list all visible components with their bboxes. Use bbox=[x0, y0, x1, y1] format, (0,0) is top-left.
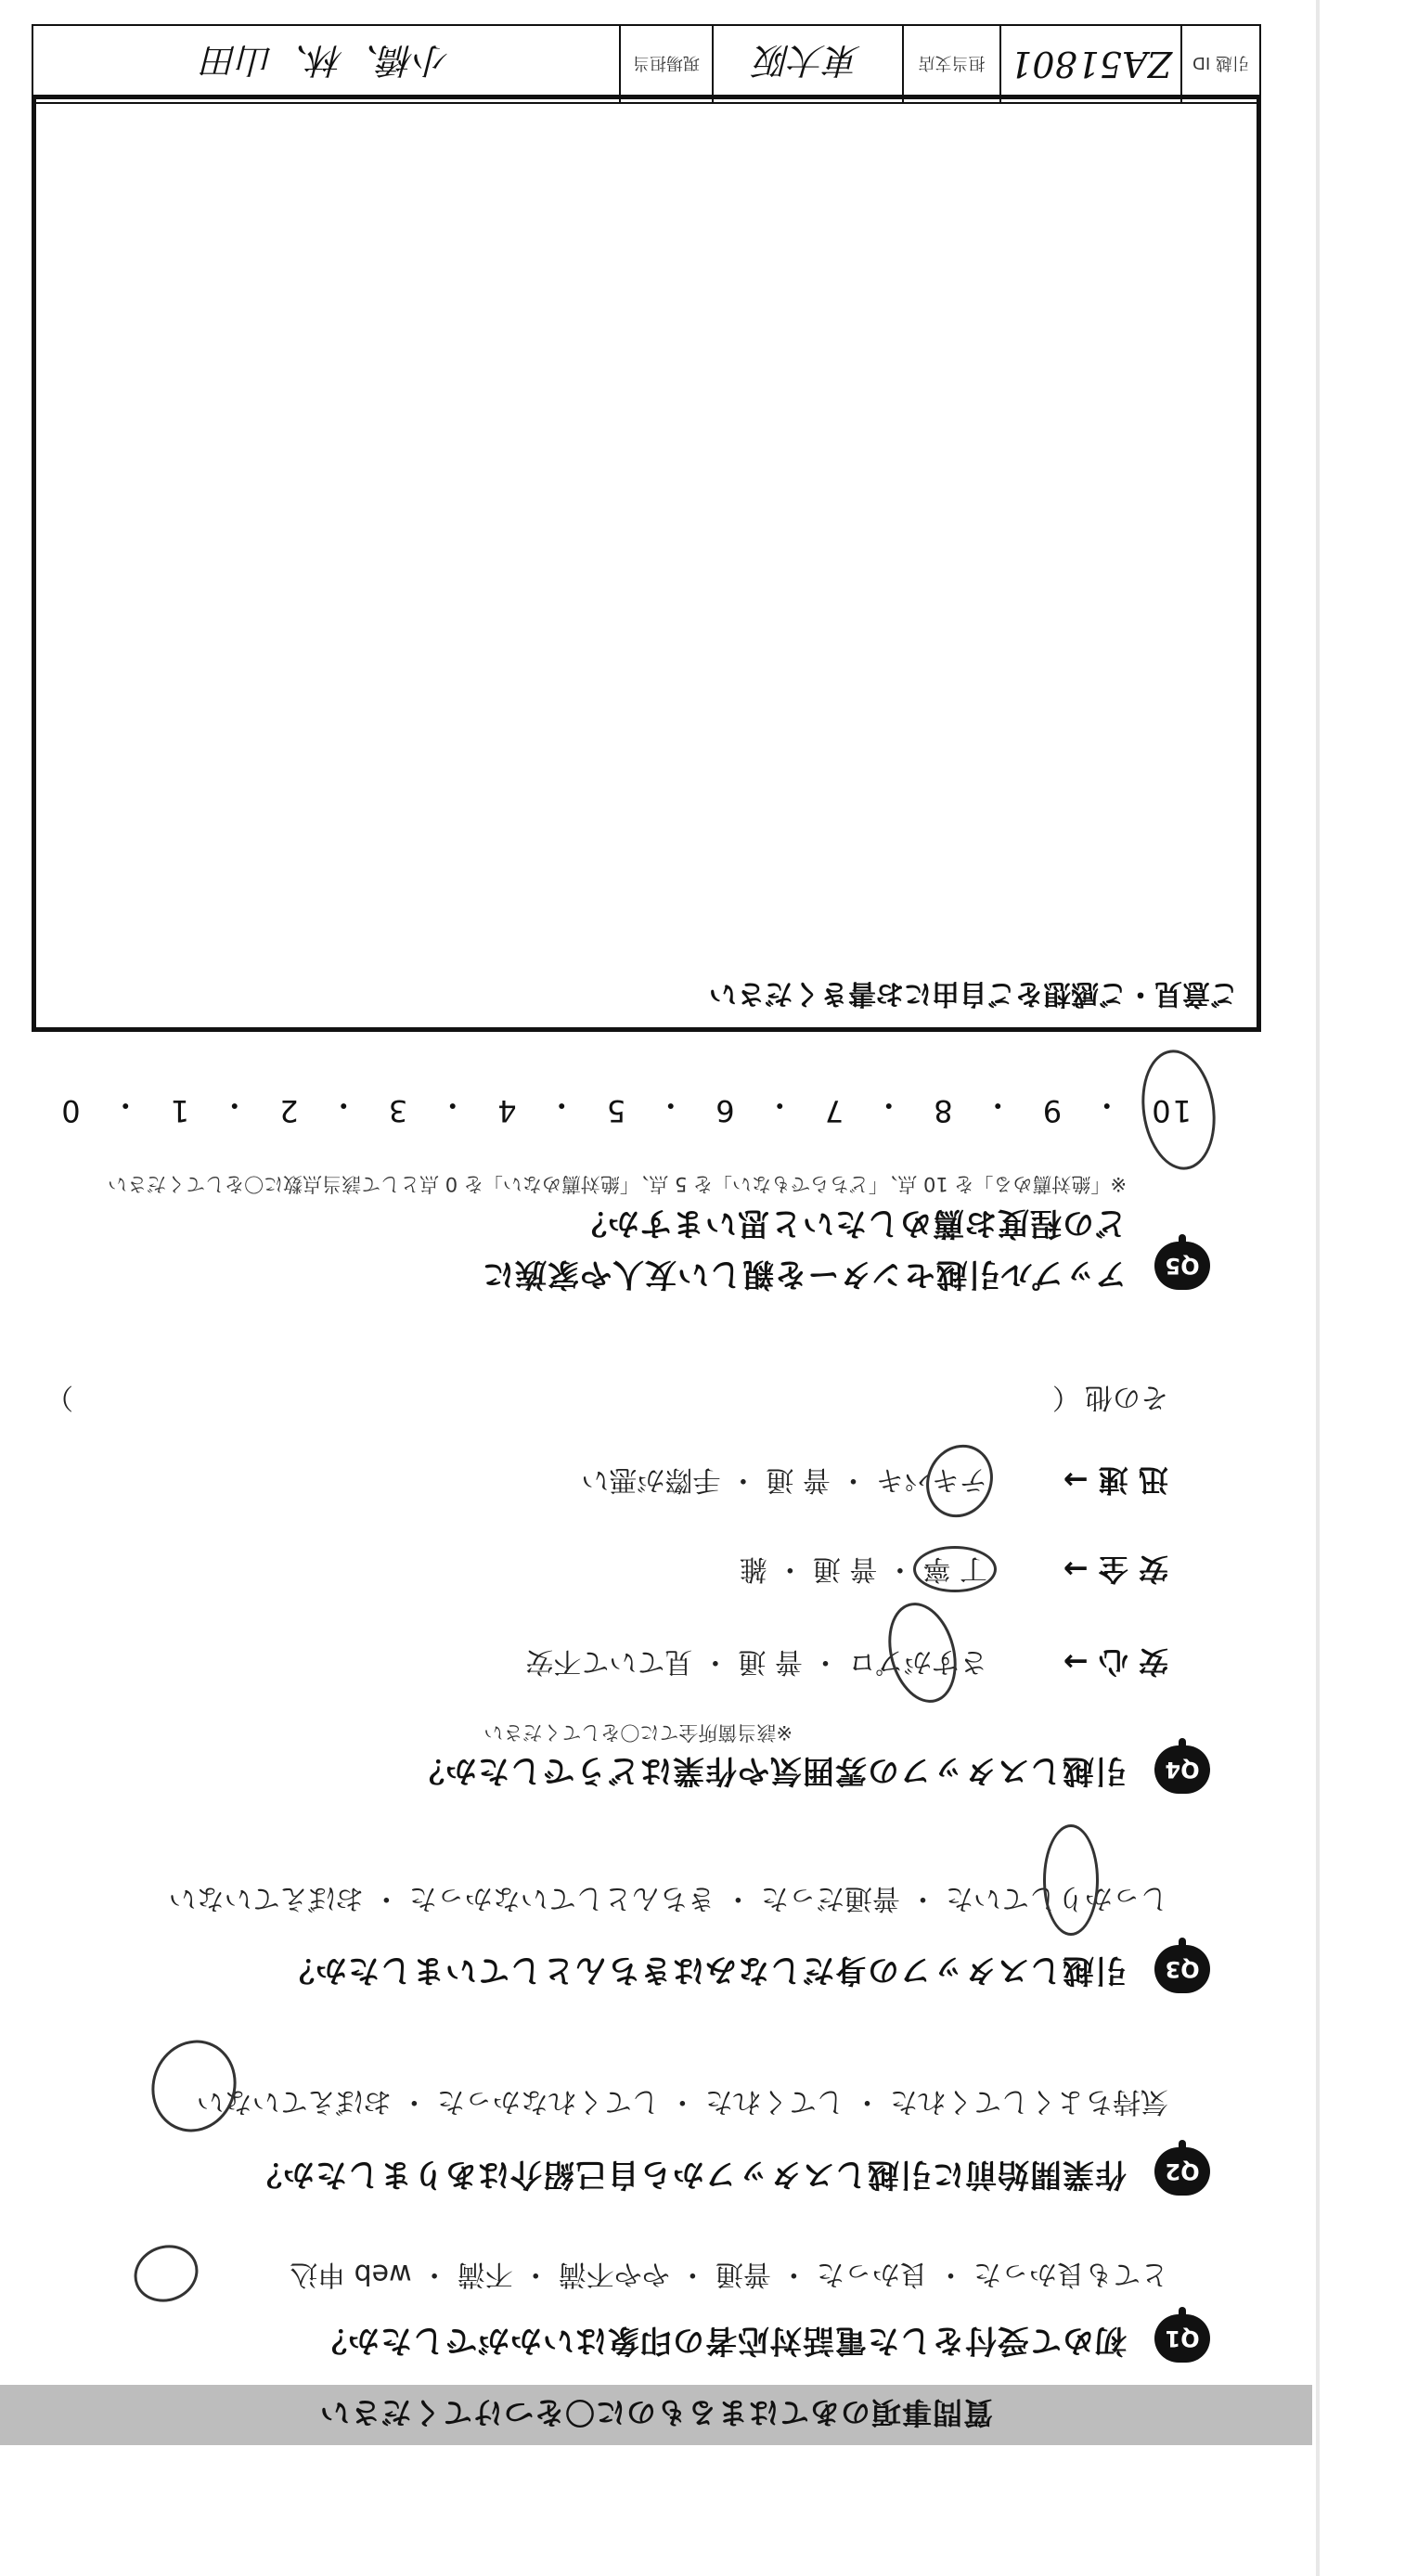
id-label: 引越 ID bbox=[1192, 53, 1249, 72]
q5-scale-separator: ・ bbox=[545, 1088, 577, 1123]
q4-row-jinsoku-options[interactable]: テキパキ ・ 普 通 ・ 手際が悪い bbox=[581, 1463, 987, 1496]
q4-question: 引越しスタッフの雰囲気や作業はどうでしたか？ bbox=[412, 1752, 1127, 1789]
q2-answer-circle bbox=[139, 2029, 250, 2145]
q5-scale-separator: ・ bbox=[981, 1088, 1013, 1123]
q2-badge-wrap bbox=[1154, 2147, 1210, 2196]
q2-badge: Q2 bbox=[1154, 2147, 1210, 2196]
q5-scale-9[interactable]: 9 bbox=[1040, 1093, 1063, 1128]
q5-scale-separator: ・ bbox=[109, 1088, 141, 1123]
q5-scale-separator: ・ bbox=[327, 1088, 359, 1123]
branch-label: 担当支店 bbox=[918, 53, 986, 72]
q4-badge-wrap bbox=[1154, 1745, 1210, 1794]
q5-scale-1[interactable]: 1 bbox=[168, 1093, 190, 1128]
q5-scale-separator: ・ bbox=[217, 1088, 250, 1123]
q3-options[interactable]: しっかりしていた ・ 普通だった ・ きちんとしていなかった ・ おぼえていない bbox=[168, 1882, 1168, 1914]
comment-box[interactable] bbox=[32, 95, 1261, 1032]
q5-scale-separator: ・ bbox=[435, 1088, 468, 1123]
id-value: ZA51801 bbox=[1010, 44, 1172, 84]
q5-scale-7[interactable]: 7 bbox=[822, 1093, 844, 1128]
q3-question: 引越しスタッフの身だしなみはきちんとしていましたか？ bbox=[282, 1951, 1127, 1989]
q5-note: ※「絶対薦める」を 10 点、「どちらでもない」を 5 点、「絶対薦めない」を 0 点として該当点数に〇をしてください bbox=[108, 1173, 1127, 1195]
q4-other-label: その他 bbox=[1085, 1381, 1168, 1413]
q5-scale-separator: ・ bbox=[763, 1088, 795, 1123]
q4-jinsoku-circle bbox=[914, 1434, 1004, 1528]
header-table bbox=[32, 24, 1261, 104]
q1-badge: Q1 bbox=[1154, 2314, 1210, 2363]
q4-row-anshin-label: 安 心 → bbox=[1063, 1644, 1168, 1680]
q5-scale-separator: ・ bbox=[653, 1088, 686, 1123]
comment-title: ご意見・ご感想をご自由にお書きください bbox=[709, 977, 1238, 1010]
q4-other-close: ） bbox=[45, 1381, 73, 1413]
q3-badge-wrap bbox=[1154, 1945, 1210, 1993]
q5-scale-separator: ・ bbox=[871, 1088, 904, 1123]
q5-scale-separator: ・ bbox=[1089, 1088, 1122, 1123]
q1-question: 初めて受付をした電話対応者の印象はいかがでしたか？ bbox=[315, 2322, 1127, 2359]
q3-badge: Q3 bbox=[1154, 1945, 1210, 1993]
q4-anzen-circle bbox=[913, 1546, 997, 1592]
q4-row-anzen-label: 安 全 → bbox=[1063, 1552, 1168, 1587]
q2-options[interactable]: 気持ちよくしてくれた ・ してくれた ・ してくれなかった ・ おぼえていない bbox=[196, 2085, 1168, 2118]
q4-other-open: （ bbox=[1052, 1381, 1080, 1413]
id-value-cell bbox=[999, 26, 1180, 102]
q5-scale-6[interactable]: 6 bbox=[714, 1093, 735, 1128]
q5-scale-5[interactable]: 5 bbox=[604, 1093, 626, 1128]
q2-question: 作業開始前に引越しスタッフから自己紹介はありましたか？ bbox=[250, 2156, 1127, 2193]
q4-row-jinsoku-label: 迅 速 → bbox=[1063, 1462, 1168, 1498]
q3-answer-circle bbox=[1043, 1824, 1099, 1936]
staff-label-cell bbox=[619, 26, 712, 102]
staff-value: 小橋、林、山田 bbox=[202, 40, 450, 82]
q5-scale-4[interactable]: 4 bbox=[496, 1093, 517, 1128]
q5-scale-2[interactable]: 2 bbox=[277, 1093, 299, 1128]
q5-answer-circle bbox=[1134, 1045, 1222, 1175]
q5-scale-8[interactable]: 8 bbox=[932, 1093, 953, 1128]
q5-question-line1: アップル引越センターを親しい友人や家族に bbox=[482, 1256, 1127, 1293]
staff-label: 現場担当 bbox=[633, 53, 700, 72]
q4-row-anzen-options[interactable]: 丁 寧 ・ 普 通 ・ 雑 bbox=[739, 1552, 987, 1585]
branch-label-cell bbox=[902, 26, 999, 102]
q1-options[interactable]: とても良かった ・ 良かった ・ 普通 ・ やや不満 ・ 不満 ・ web 申込 bbox=[290, 2258, 1168, 2290]
q5-badge-wrap bbox=[1154, 1242, 1210, 1290]
q5-scale-3[interactable]: 3 bbox=[386, 1093, 408, 1128]
q5-scale-10[interactable]: 10 bbox=[1150, 1093, 1192, 1128]
q4-row-anshin-options[interactable]: さすがプロ ・ 普 通 ・ 見ていて不安 bbox=[525, 1645, 987, 1678]
q4-badge: Q4 bbox=[1154, 1745, 1210, 1794]
branch-value-cell bbox=[712, 26, 902, 102]
instruction-bar: 質問事項のあてはまるものに〇をつけてください bbox=[0, 2385, 1312, 2445]
q4-anshin-circle bbox=[878, 1595, 967, 1710]
q4-note: ※該当箇所全てに〇をしてください bbox=[483, 1721, 793, 1744]
id-label-cell bbox=[1180, 26, 1259, 102]
q5-scale bbox=[59, 1086, 1192, 1128]
q1-badge-wrap bbox=[1154, 2314, 1210, 2363]
branch-value: 東大阪 bbox=[754, 40, 861, 82]
q5-scale-0[interactable]: 0 bbox=[59, 1093, 81, 1128]
q5-badge: Q5 bbox=[1154, 1242, 1210, 1290]
q1-answer-circle bbox=[126, 2236, 206, 2311]
q5-question-line2: どの程度お薦めしたいと思いますか？ bbox=[574, 1204, 1127, 1242]
staff-value-cell bbox=[33, 26, 619, 102]
